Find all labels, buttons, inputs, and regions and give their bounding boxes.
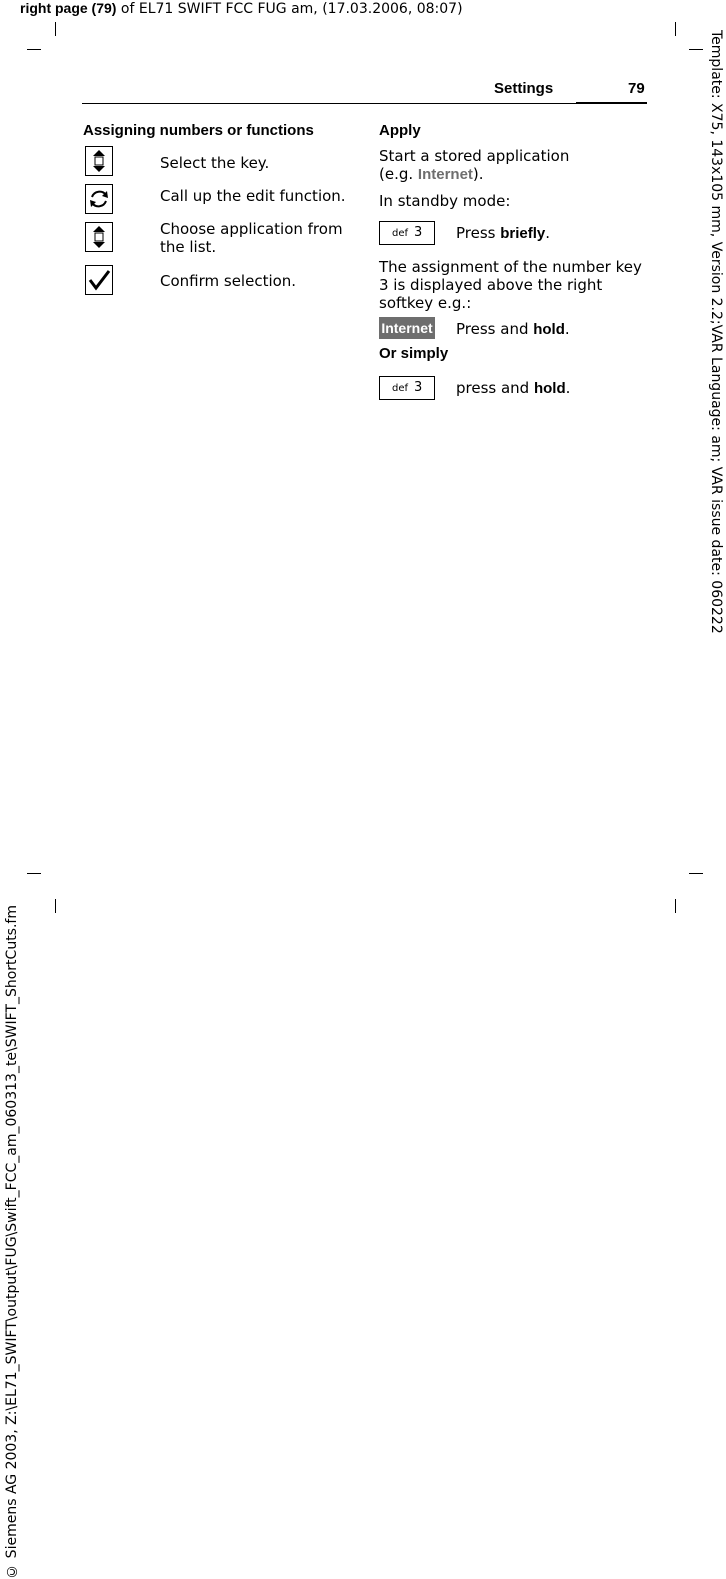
- press-briefly-text: [456, 224, 550, 243]
- assignment-description: The assignment of the number key 3 is displayed above the right softkey e.g.:: [379, 258, 642, 312]
- press-pre: Press: [456, 224, 501, 242]
- print-info-line: [20, 0, 463, 17]
- menu-item-internet: Internet: [417, 166, 473, 183]
- press-hold-text: [456, 320, 570, 339]
- crop-mark: [27, 873, 41, 874]
- key-3-icon: [379, 376, 435, 400]
- crop-mark: [675, 22, 676, 36]
- press-post: .: [564, 320, 570, 338]
- press-pre: press and: [456, 379, 534, 397]
- confirm-check-icon: [85, 265, 113, 295]
- crop-mark: [675, 899, 676, 913]
- press-hold-simple-text: [456, 379, 570, 398]
- press-emphasis: briefly: [500, 225, 546, 242]
- key-3-icon: [379, 221, 435, 245]
- step-text: Choose application from the list.: [160, 220, 343, 256]
- step-text: Call up the edit function.: [160, 187, 346, 205]
- crop-mark: [27, 49, 41, 50]
- key-sub-label: def: [392, 228, 409, 239]
- press-post: .: [565, 379, 571, 397]
- crop-mark: [689, 49, 703, 50]
- press-emphasis: hold: [533, 380, 566, 397]
- crop-mark: [55, 22, 56, 36]
- header-page-rule: [576, 102, 647, 104]
- step-text: Select the key.: [160, 154, 270, 172]
- crop-mark: [689, 873, 703, 874]
- key-sub-label: def: [392, 383, 409, 394]
- navigate-up-down-icon: [85, 222, 113, 252]
- navigate-up-down-icon: [85, 146, 113, 176]
- page-number: 79: [628, 80, 645, 97]
- print-info-bold: right page (79): [20, 0, 117, 16]
- crop-mark: [55, 899, 56, 913]
- press-pre: Press and: [456, 320, 534, 338]
- or-simply-heading: Or simply: [379, 345, 449, 362]
- key-number: 3: [414, 380, 423, 395]
- copyright-side-text: © Siemens AG 2003, Z:\EL71_SWIFT\output\FUG\Swift_FCC_am_060313_te\SWIFT_ShortCuts.fm: [4, 905, 20, 1579]
- apply-intro-post: ).: [472, 165, 484, 183]
- apply-intro-line1: Start a stored application: [379, 147, 570, 165]
- apply-intro-line2: [379, 165, 484, 184]
- step-text: Confirm selection.: [160, 272, 297, 290]
- template-info-side-text: Template: X75, 143x105 mm, Version 2.2;VAR Language: am; VAR issue date: 060222: [708, 30, 724, 634]
- apply-intro-pre: (e.g.: [379, 165, 418, 183]
- left-heading: Assigning numbers or functions: [83, 122, 314, 139]
- press-emphasis: hold: [533, 321, 565, 338]
- section-title: Settings: [494, 80, 554, 97]
- press-post: .: [545, 224, 551, 242]
- edit-cycle-icon: [85, 184, 113, 214]
- standby-mode-text: In standby mode:: [379, 192, 511, 210]
- header-rule: [82, 103, 647, 104]
- right-heading: Apply: [379, 122, 421, 139]
- print-info-rest: of EL71 SWIFT FCC FUG am, (17.03.2006, 08:07): [116, 1, 463, 17]
- softkey-internet-display: Internet: [379, 317, 435, 339]
- key-number: 3: [414, 225, 423, 240]
